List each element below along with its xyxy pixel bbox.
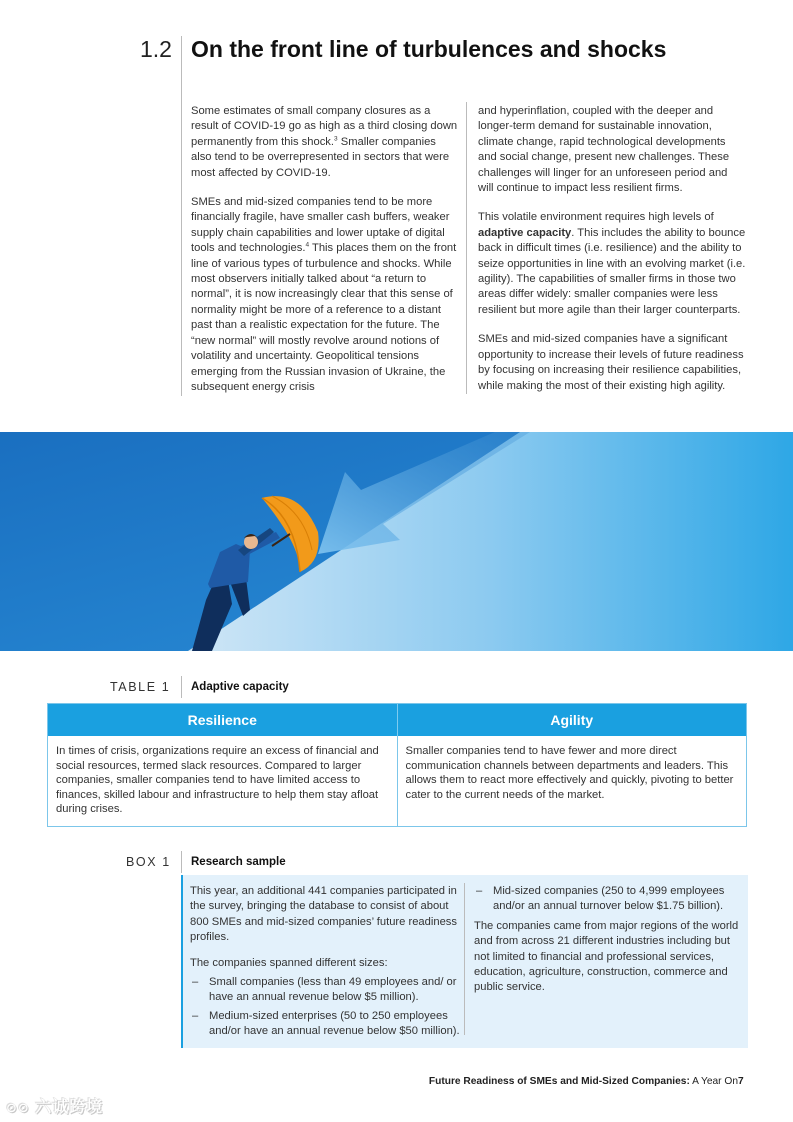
table-header-row <box>48 704 746 736</box>
footer-title: Future Readiness of SMEs and Mid-Sized Companies: <box>428 1076 690 1087</box>
watermark-logo-icon: ⊙⊙ <box>6 1100 30 1115</box>
page-footer <box>429 1076 738 1087</box>
box-paragraph: The companies spanned different sizes: <box>190 956 388 969</box>
body-paragraph: SMEs and mid-sized companies tend to be more financially fragile, have smaller cash buffers, weaker supply chain capabilities and lower uptake of digital tools and technologies.$^4$ This places them on the front line of various types of turbulence and shocks. While most observers initially talked about “a return to normal”, it is now increasingly clear that this sense of normality might be more of a reference to a distant past than a realistic expectation for the future. The “new normal” will mostly revolve around notions of volatility and uncertainty. Geopolitical tensions emerging from the Russian invasion of Ukraine, the subsequent energy crisis <box>191 196 457 393</box>
page-number: 7 <box>738 1076 744 1087</box>
section-title: On the front line of turbulences and shocks <box>191 36 667 62</box>
table-cell-agility: Smaller companies tend to have fewer and more direct communication channels between departments and leaders. This allows them to react more effectively and quickly, pivoting to better cater to the current needs of the market. <box>397 736 747 826</box>
box-label: BOX 1 <box>126 855 171 869</box>
watermark <box>6 1094 103 1117</box>
footnote-ref[interactable]: 4 <box>305 241 310 249</box>
table-header-resilience: Resilience <box>187 712 257 728</box>
dash-bullet: – <box>192 1009 199 1022</box>
body-paragraph: SMEs and mid-sized companies have a significant opportunity to increase their levels of future readiness by focusing on increasing their resilience capabilities, while making the most of their existing high agility. <box>478 333 744 392</box>
table-cell-resilience: In times of crisis, organizations require an excess of financial and social resources, termed slack resources. Compared to larger companies, smaller companies tend to have limited access to finances, skilled labour and infrastructure to help them stay afloat during crises. <box>56 745 379 816</box>
watermark-text: 六诚跨境 <box>35 1099 104 1116</box>
body-paragraph: Some estimates of small company closures as a result of COVID-19 go as high as a third closing down permanently from this shock.$^3$ Smaller companies also tend to be overrepresented in sectors that were most affected by COVID-19. <box>191 105 458 179</box>
box-label-divider <box>181 851 182 873</box>
footer-subtitle: A Year On <box>689 1076 738 1087</box>
table-label-divider <box>181 676 182 698</box>
table-title: Adaptive capacity <box>191 681 289 693</box>
footnote-ref[interactable]: 3 <box>334 135 338 143</box>
box-paragraph: This year, an additional 441 companies participated in the survey, bringing the database to consist of about 800 SMEs and mid-sized companies’ future readiness profiles. <box>190 885 457 944</box>
key-term: adaptive capacity <box>478 226 572 239</box>
list-item: – Small companies (less than 49 employees and/ or have an annual revenue below $5 million). <box>192 976 457 1004</box>
dash-bullet: – <box>192 976 199 989</box>
dash-bullet: – <box>476 885 483 897</box>
table-label: TABLE 1 <box>110 680 171 694</box>
list-item: – Mid-sized companies (250 to 4,999 employees and/or an annual turnover below $1.75 billion). <box>476 885 725 913</box>
body-paragraph: This volatile environment requires high levels of adaptive capacity. This includes the ability to bounce back in difficult times (i.e. resilience) and the ability to seize opportunities in line with an evolving market (i.e. agility). The capabilities of smaller firms in those two areas differ widely: smaller companies were less resilient but more agile than their larger counterparts. <box>478 211 746 316</box>
adaptive-capacity-table <box>47 703 747 827</box>
body-paragraph: and hyperinflation, coupled with the deeper and longer-term demand for sustainable innovation, climate change, rapid technological developments and social change, present new challenges. These challenges will linger for an unforeseen period and will continue to impact less resilient firms. <box>478 105 730 195</box>
hero-illustration <box>0 432 793 651</box>
box-paragraph: The companies came from major regions of the world and from across 21 different industries including but not limited to financial and professional services, education, agriculture, construction, commerce and public service. <box>474 919 739 994</box>
box-title: Research sample <box>191 856 286 868</box>
box-column-left <box>190 884 460 1043</box>
table-header-agility: Agility <box>397 704 747 736</box>
section-number: 1.2 <box>140 36 172 62</box>
table-row <box>48 736 746 826</box>
list-item: – Medium-sized enterprises (50 to 250 employees and/or have an annual revenue below $50 million). <box>192 1009 460 1038</box>
heading-divider <box>181 36 182 396</box>
body-column-left <box>191 104 459 409</box>
body-column-right <box>478 104 746 408</box>
column-divider <box>466 102 467 394</box>
box-column-right <box>474 884 739 1006</box>
box-column-divider <box>464 883 465 1035</box>
